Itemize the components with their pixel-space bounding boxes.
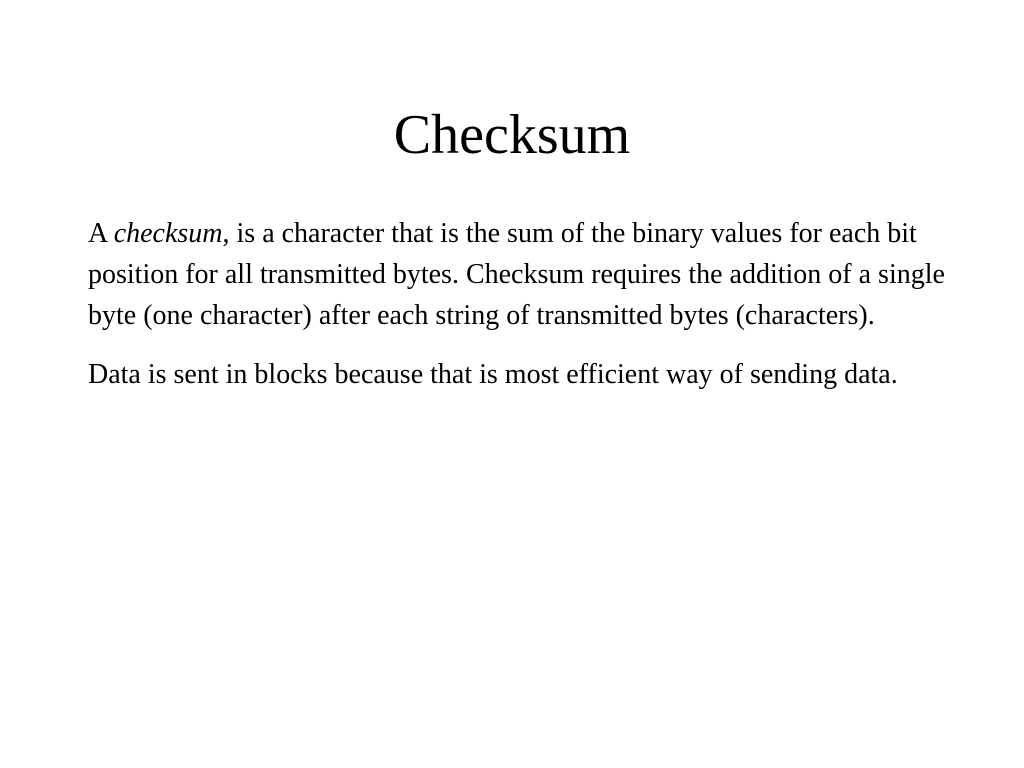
paragraph-data-blocks: Data is sent in blocks because that is most efficient way of sending data. [88,359,898,390]
term-checksum: checksum [113,218,223,249]
paragraph-checksum-definition [88,213,958,336]
paragraph-definition-text: , is a character that is the sum of the binary values for each bit position for all transmitted bytes. Checksum requires the addition of a single byte (one character) after each string of transmitted bytes (characters). [88,218,945,331]
paragraph-lead-text: A [88,218,114,249]
slide-body [88,213,958,413]
slide-title: Checksum [393,104,631,166]
